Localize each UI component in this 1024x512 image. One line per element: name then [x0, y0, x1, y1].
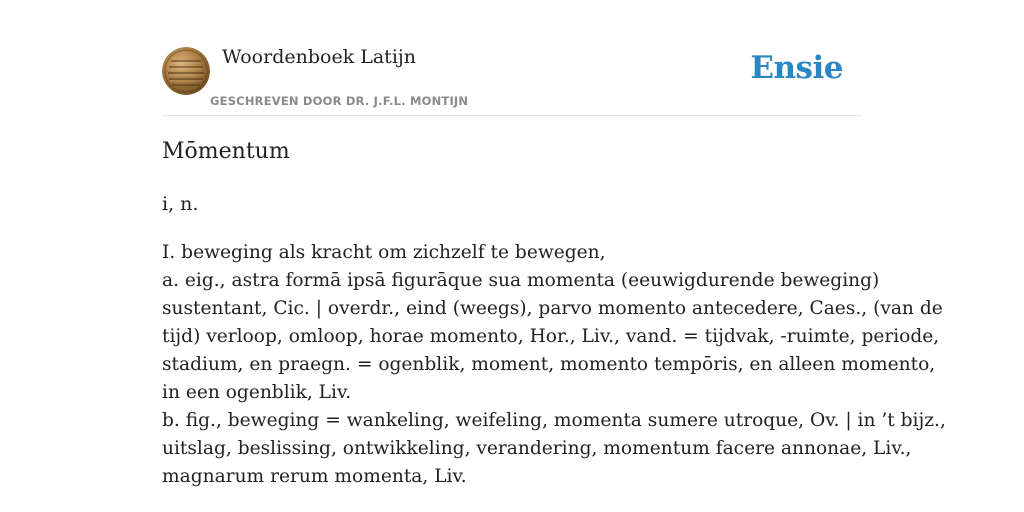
definition-line: I. beweging als kracht om zichzelf te bewegen,: [162, 242, 606, 263]
coin-seal-icon: [162, 47, 210, 95]
brand-logo[interactable]: Ensie: [750, 50, 843, 86]
page-container: [162, 0, 946, 487]
definition-line: magnarum rerum momenta, Liv.: [162, 466, 467, 487]
definition-line: stadium, en praegn. = ogenblik, moment, momento tempōris, en alleen momento,: [162, 354, 936, 375]
entry-grammar: i, n.: [162, 193, 199, 215]
entry-headword: Mōmentum: [162, 139, 290, 164]
definition-line: in een ogenblik, Liv.: [162, 382, 352, 403]
dictionary-header: [162, 0, 862, 116]
definition-line: sustentant, Cic. | overdr., eind (weegs), parvo momento antecedere, Caes., (van de: [162, 298, 943, 319]
definition-line: b. fig., beweging = wankeling, weifeling, momenta sumere utroque, Ov. | in ’t bijz.,: [162, 410, 946, 431]
entry-definition: [162, 239, 946, 491]
coin-seal-graphic: [162, 47, 210, 95]
definition-line: uitslag, beslissing, ontwikkeling, verandering, momentum facere annonae, Liv.,: [162, 438, 912, 459]
definition-line: a. eig., astra formā ipsā figurāque sua momenta (eeuwigdurende beweging): [162, 270, 880, 291]
dictionary-title[interactable]: Woordenboek Latijn: [222, 46, 417, 68]
definition-line: tijd) verloop, omloop, horae momento, Hor., Liv., vand. = tijdvak, -ruimte, periode,: [162, 326, 940, 347]
author-credit: GESCHREVEN DOOR DR. J.F.L. MONTIJN: [210, 94, 469, 108]
